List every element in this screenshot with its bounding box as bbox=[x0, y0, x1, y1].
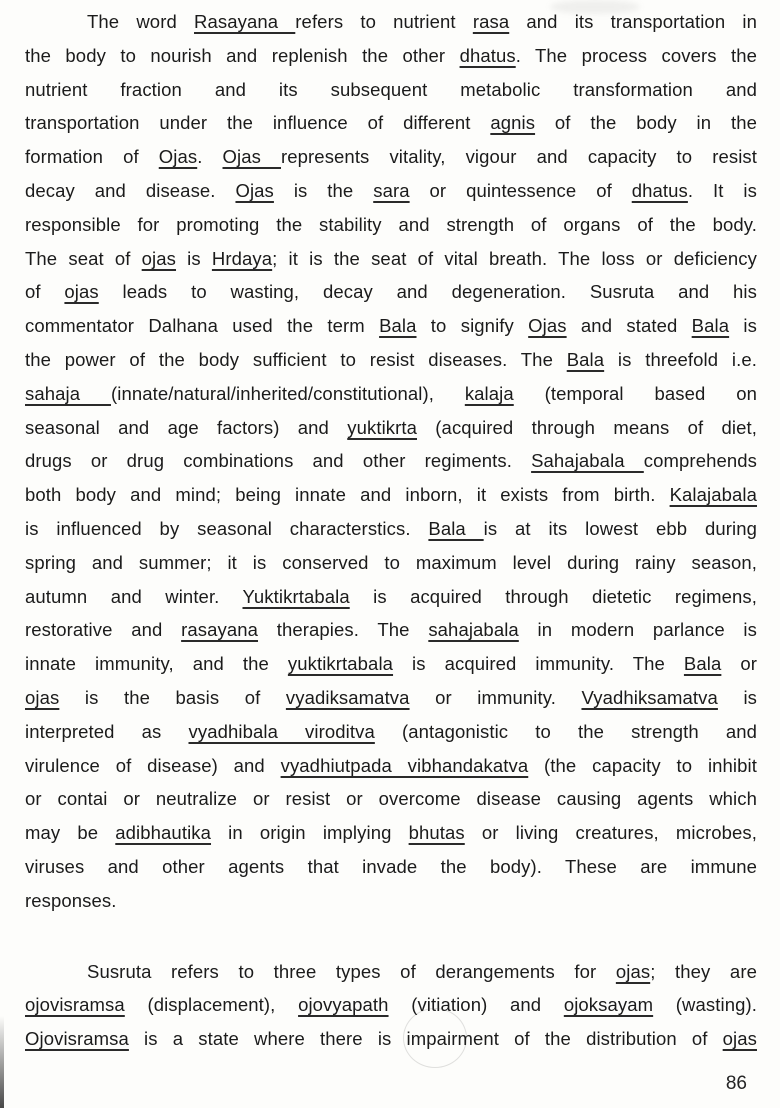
underlined-term: Kalajabala bbox=[669, 484, 757, 506]
text-run: is acquired through dietetic regimens, bbox=[349, 585, 757, 607]
text-line bbox=[25, 850, 757, 884]
text-run: or immunity. bbox=[409, 686, 582, 708]
text-line bbox=[25, 106, 757, 140]
text-run: is threefold i.e. bbox=[604, 348, 757, 370]
text-line bbox=[25, 343, 757, 377]
text-run: The seat of bbox=[25, 247, 142, 269]
text-run: ; it is the seat of vital breath. The loss or deficiency bbox=[272, 247, 757, 269]
text-run: transportation under the influence of different bbox=[25, 112, 491, 134]
text-run: (wasting). bbox=[653, 994, 757, 1016]
text-run: is influenced by seasonal characterstics. bbox=[25, 517, 429, 539]
underlined-term: Bala bbox=[428, 517, 484, 539]
underlined-term: sara bbox=[373, 179, 410, 201]
text-run: or living creatures, microbes, bbox=[464, 822, 757, 844]
text-run: The word bbox=[87, 11, 195, 32]
text-line bbox=[25, 174, 757, 208]
text-line bbox=[25, 275, 757, 309]
underlined-term: Bala bbox=[379, 315, 417, 337]
underlined-term: Ojas bbox=[235, 179, 274, 201]
text-run: (acquired through means of diet, bbox=[417, 416, 757, 438]
text-run: drugs or drug combinations and other regiments. bbox=[25, 450, 532, 472]
text-run: may be bbox=[25, 822, 116, 844]
text-run: nutrient fraction and its subsequent metabolic transformation and bbox=[25, 78, 757, 100]
text-run: (vitiation) and bbox=[388, 994, 564, 1016]
text-run: comprehends bbox=[643, 450, 757, 472]
text-run: (temporal based on bbox=[513, 382, 757, 404]
underlined-term: ojovisramsa bbox=[25, 994, 125, 1016]
text-run: . bbox=[197, 146, 223, 168]
text-run: ; they are bbox=[650, 960, 757, 982]
text-line bbox=[25, 478, 757, 512]
text-run: . It is bbox=[687, 179, 757, 201]
underlined-term: ojas bbox=[141, 247, 177, 269]
underlined-term: Ojas bbox=[222, 146, 281, 168]
text-line bbox=[25, 546, 757, 580]
text-line bbox=[25, 782, 757, 816]
text-run: leads to wasting, decay and degeneration. Susruta and his bbox=[98, 281, 757, 303]
underlined-term: Ojovisramsa bbox=[25, 1028, 129, 1050]
text-run: is acquired immunity. The bbox=[393, 653, 684, 675]
underlined-term: Ojas bbox=[528, 315, 567, 337]
text-run: responsible for promoting the stability and strength of organs of the body. bbox=[25, 213, 757, 235]
text-run: (displacement), bbox=[124, 994, 299, 1016]
text-line bbox=[25, 613, 757, 647]
underlined-term: Bala bbox=[566, 348, 605, 370]
text-line bbox=[25, 39, 757, 73]
text-run: viruses and other agents that invade the body). These are immune bbox=[25, 855, 757, 877]
underlined-term: kalaja bbox=[464, 382, 514, 404]
text-run: and stated bbox=[566, 315, 692, 337]
text-run: is the basis of bbox=[59, 686, 286, 708]
text-run: or contai or neutralize or resist or overcome disease causing agents which bbox=[25, 788, 757, 810]
underlined-term: bhutas bbox=[408, 822, 465, 844]
text-run: therapies. The bbox=[258, 619, 429, 641]
text-line bbox=[25, 512, 757, 546]
text-line bbox=[25, 140, 757, 174]
underlined-term: rasa bbox=[472, 11, 510, 32]
text-run: and its transportation in bbox=[509, 11, 757, 32]
text-line bbox=[25, 444, 757, 478]
text-line bbox=[25, 681, 757, 715]
underlined-term: vyadhibala viroditva bbox=[188, 720, 375, 742]
text-run: is bbox=[176, 247, 212, 269]
underlined-term: yuktikrtabala bbox=[287, 653, 394, 675]
text-run: refers to nutrient bbox=[295, 11, 473, 32]
text-line bbox=[25, 647, 757, 681]
text-run: Susruta refers to three types of derangements for bbox=[87, 960, 616, 982]
text-run: is bbox=[729, 315, 757, 337]
text-run: or quintessence of bbox=[409, 179, 632, 201]
text-run: in origin implying bbox=[211, 822, 409, 844]
underlined-term: adibhautika bbox=[115, 822, 212, 844]
scan-edge-artifact bbox=[0, 1016, 4, 1108]
text-run: of bbox=[25, 281, 65, 303]
text-run: decay and disease. bbox=[25, 179, 236, 201]
text-run: of the body in the bbox=[535, 112, 757, 134]
underlined-term: Ojas bbox=[158, 146, 198, 168]
underlined-term: Yuktikrtabala bbox=[242, 585, 350, 607]
underlined-term: ojas bbox=[615, 960, 651, 982]
text-run: is the bbox=[273, 179, 374, 201]
text-run: represents vitality, vigour and capacity to resist bbox=[281, 146, 758, 168]
text-line bbox=[25, 816, 757, 850]
text-run: seasonal and age factors) and bbox=[25, 416, 348, 438]
text-run: both body and mind; being innate and inborn, it exists from birth. bbox=[25, 484, 670, 506]
text-line bbox=[25, 884, 757, 918]
text-run: to signify bbox=[416, 315, 529, 337]
underlined-term: dhatus bbox=[631, 179, 688, 201]
text-run: the power of the body sufficient to resist diseases. The bbox=[25, 348, 567, 370]
text-line bbox=[25, 749, 757, 783]
text-line bbox=[25, 73, 757, 107]
paragraph bbox=[25, 5, 757, 918]
page-number: 86 bbox=[725, 1073, 747, 1094]
text-line bbox=[25, 955, 757, 989]
text-line bbox=[25, 580, 757, 614]
underlined-term: ojas bbox=[722, 1028, 757, 1050]
text-run: responses. bbox=[25, 889, 117, 911]
text-run: interpreted as bbox=[25, 720, 189, 742]
underlined-term: Bala bbox=[683, 653, 722, 675]
underlined-term: yuktikrta bbox=[347, 416, 418, 438]
underlined-term: sahajabala bbox=[428, 619, 519, 641]
text-line bbox=[25, 1022, 757, 1056]
underlined-term: Rasayana bbox=[194, 11, 296, 32]
text-run: autumn and winter. bbox=[25, 585, 243, 607]
text-run: is a state where there is impairment of the distribution of bbox=[128, 1028, 723, 1050]
text-run: virulence of disease) and bbox=[25, 754, 281, 776]
text-line bbox=[25, 5, 757, 39]
paragraph bbox=[25, 955, 757, 1056]
text-run: (antagonistic to the strength and bbox=[374, 720, 758, 742]
underlined-term: Bala bbox=[691, 315, 730, 337]
underlined-term: Vyadhiksamatva bbox=[581, 686, 718, 708]
text-run: . The process covers the bbox=[515, 44, 757, 66]
text-run: formation of bbox=[25, 146, 159, 168]
underlined-term: rasayana bbox=[181, 619, 259, 641]
text-line bbox=[25, 988, 757, 1022]
underlined-term: ojoksayam bbox=[563, 994, 654, 1016]
text-line bbox=[25, 411, 757, 445]
underlined-term: ojas bbox=[64, 281, 99, 303]
text-run: is bbox=[717, 686, 758, 708]
text-run: is at its lowest ebb during bbox=[483, 517, 758, 539]
underlined-term: sahaja bbox=[25, 382, 111, 404]
text-line bbox=[25, 242, 757, 276]
underlined-term: vyadhiutpada vibhandakatva bbox=[280, 754, 529, 776]
text-line bbox=[25, 377, 757, 411]
text-line bbox=[25, 309, 757, 343]
underlined-term: dhatus bbox=[459, 44, 516, 66]
text-run: or bbox=[721, 653, 758, 675]
text-line bbox=[25, 208, 757, 242]
underlined-term: Sahajabala bbox=[531, 450, 644, 472]
text-run: innate immunity, and the bbox=[25, 653, 288, 675]
underlined-term: agnis bbox=[490, 112, 536, 134]
text-run: (the capacity to inhibit bbox=[528, 754, 757, 776]
text-run: (innate/natural/inherited/constitutional), bbox=[110, 382, 465, 404]
text-run: restorative and bbox=[25, 619, 182, 641]
text-run: spring and summer; it is conserved to maximum level during rainy season, bbox=[25, 551, 757, 573]
underlined-term: ojovyapath bbox=[298, 994, 389, 1016]
underlined-term: Hrdaya bbox=[211, 247, 273, 269]
underlined-term: ojas bbox=[25, 686, 60, 708]
text-run: commentator Dalhana used the term bbox=[25, 315, 380, 337]
text-run: the body to nourish and replenish the other bbox=[25, 44, 460, 66]
text-run: in modern parlance is bbox=[518, 619, 757, 641]
underlined-term: vyadiksamatva bbox=[285, 686, 410, 708]
text-line bbox=[25, 715, 757, 749]
document-body bbox=[25, 5, 757, 1056]
